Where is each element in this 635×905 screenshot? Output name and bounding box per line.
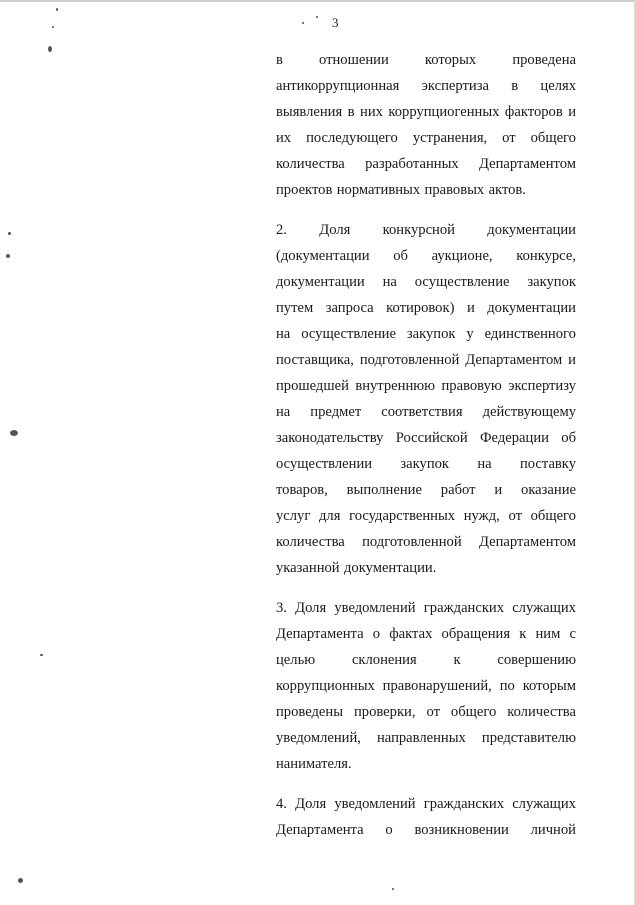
paragraph-gap	[276, 203, 576, 217]
paragraph	[276, 47, 576, 203]
word: экспертизу	[508, 378, 576, 394]
scan-speck	[8, 232, 11, 235]
word: закупок	[527, 274, 576, 290]
word: осуществлении	[276, 456, 373, 472]
word: Департаментом	[479, 156, 576, 172]
scan-speck	[392, 888, 394, 890]
scan-speck	[316, 16, 318, 18]
word: Департамента	[276, 822, 364, 838]
document-body	[276, 47, 576, 843]
text-line	[276, 125, 576, 151]
word: служащих	[512, 796, 576, 812]
word: по	[499, 678, 515, 694]
page-top-edge	[0, 0, 635, 2]
text-line	[276, 477, 576, 503]
word: и	[494, 482, 503, 498]
word: документации	[487, 300, 576, 316]
word: которых	[424, 52, 477, 68]
word: законодательству	[276, 430, 384, 446]
word: выполнение	[346, 482, 422, 498]
paragraph	[276, 791, 576, 843]
word: правовую	[441, 378, 502, 394]
word: услуг	[276, 508, 311, 524]
word: правовых	[424, 182, 485, 198]
scan-speck	[302, 22, 304, 24]
word: правонарушений,	[382, 678, 492, 694]
text-line	[276, 621, 576, 647]
text-line	[276, 347, 576, 373]
text-line	[276, 151, 576, 177]
word: коррупционных	[276, 678, 375, 694]
word: на	[382, 274, 397, 290]
word: проектов	[276, 182, 333, 198]
text-line	[276, 399, 576, 425]
word: от	[426, 704, 440, 720]
word: фактах	[389, 626, 433, 642]
word: и	[568, 104, 576, 120]
text-line	[276, 269, 576, 295]
scan-speck	[52, 26, 54, 28]
word: от	[508, 508, 522, 524]
word: разработанных	[365, 156, 459, 172]
word: об	[561, 430, 576, 446]
word: с	[569, 626, 576, 642]
word: проверки,	[353, 704, 416, 720]
word: уведомлений,	[276, 730, 361, 746]
word: Российской	[395, 430, 468, 446]
word: предмет	[310, 404, 362, 420]
paragraph-gap	[276, 777, 576, 791]
word: нанимателя.	[276, 756, 352, 772]
word: конкурсе,	[516, 248, 576, 264]
word: подготовленной	[362, 534, 462, 550]
text-line	[276, 425, 576, 451]
text-line	[276, 791, 576, 817]
text-line	[276, 699, 576, 725]
word: них	[360, 104, 383, 120]
word: об	[393, 248, 408, 264]
text-line	[276, 47, 576, 73]
text-line	[276, 529, 576, 555]
text-line	[276, 73, 576, 99]
word: факторов	[504, 104, 563, 120]
word: и	[568, 352, 576, 368]
word: Доля	[295, 600, 327, 616]
word: на	[477, 456, 492, 472]
word: проведена	[512, 52, 576, 68]
word: проведены	[276, 704, 344, 720]
word: целях	[540, 78, 576, 94]
text-line	[276, 817, 576, 843]
text-line	[276, 451, 576, 477]
word: количества	[507, 704, 576, 720]
word: Доля	[295, 796, 327, 812]
text-line	[276, 555, 576, 581]
word: документации	[487, 222, 576, 238]
word: подготовленной	[359, 352, 460, 368]
scan-speck	[18, 878, 23, 883]
word: запроса	[325, 300, 374, 316]
word: от	[502, 130, 516, 146]
word: единственного	[484, 326, 576, 342]
page-number: 3	[332, 15, 339, 30]
word: личной	[530, 822, 576, 838]
scan-speck	[40, 654, 43, 656]
word: на	[276, 404, 291, 420]
word: уведомлений	[334, 796, 416, 812]
word: конкурсной	[382, 222, 455, 238]
word: отношении	[319, 52, 389, 68]
word: представителю	[481, 730, 576, 746]
word: внутреннюю	[355, 378, 436, 394]
text-line	[276, 595, 576, 621]
scan-speck	[56, 8, 58, 11]
word: Департаментом	[479, 534, 576, 550]
text-line	[276, 321, 576, 347]
word: совершению	[497, 652, 576, 668]
word: поставщика,	[276, 352, 354, 368]
word: обращения	[441, 626, 511, 642]
word: экспертиза	[421, 78, 489, 94]
word: склонения	[351, 652, 417, 668]
word: возникновении	[414, 822, 509, 838]
paragraph	[276, 217, 576, 581]
word: 2.	[276, 222, 287, 238]
word: о	[372, 626, 381, 642]
text-line	[276, 503, 576, 529]
word: количества	[276, 534, 345, 550]
word: товаров,	[276, 482, 328, 498]
word: коррупциогенных	[388, 104, 500, 120]
word: ним	[535, 626, 561, 642]
paragraph-gap	[276, 581, 576, 595]
text-line	[276, 177, 576, 203]
word: к	[453, 652, 461, 668]
word: на	[276, 326, 291, 342]
word: Федерации	[480, 430, 549, 446]
word: их	[276, 130, 292, 146]
word: количества	[276, 156, 345, 172]
word: действующему	[482, 404, 576, 420]
word: аукционе,	[431, 248, 493, 264]
word: в	[347, 104, 355, 120]
word: Департаментом	[465, 352, 563, 368]
word: общего	[530, 508, 576, 524]
word: целью	[276, 652, 316, 668]
word: 3.	[276, 600, 287, 616]
word: прошедшей	[276, 378, 349, 394]
word: в	[276, 52, 283, 68]
word: и	[466, 300, 475, 316]
word: путем	[276, 300, 314, 316]
word: о	[385, 822, 393, 838]
word: служащих	[512, 600, 576, 616]
text-line	[276, 373, 576, 399]
text-line	[276, 751, 576, 777]
word: соответствия	[381, 404, 463, 420]
word: актов.	[488, 182, 526, 198]
word: к	[519, 626, 527, 642]
scan-speck	[10, 430, 18, 436]
word: государственных	[349, 508, 456, 524]
word: в	[511, 78, 519, 94]
word: уведомлений	[334, 600, 416, 616]
word: документации.	[344, 560, 437, 576]
word: устранения,	[412, 130, 488, 146]
word: выявления	[276, 104, 343, 120]
text-line	[276, 725, 576, 751]
word: нормативных	[336, 182, 421, 198]
paragraph	[276, 595, 576, 777]
word: котировок)	[386, 300, 455, 316]
text-line	[276, 673, 576, 699]
word: 4.	[276, 796, 287, 812]
word: поставку	[519, 456, 576, 472]
word: гражданских	[423, 600, 505, 616]
word: общего	[450, 704, 497, 720]
word: которым	[522, 678, 576, 694]
word: осуществление	[301, 326, 396, 342]
text-line	[276, 243, 576, 269]
word: документации	[276, 274, 365, 290]
word: Департамента	[276, 626, 364, 642]
word: антикоррупционная	[276, 78, 400, 94]
word: закупок	[406, 326, 456, 342]
word: нужд,	[463, 508, 500, 524]
word: общего	[530, 130, 576, 146]
text-line	[276, 647, 576, 673]
text-line	[276, 217, 576, 243]
word: у	[466, 326, 474, 342]
word: работ	[440, 482, 476, 498]
scan-speck	[48, 46, 52, 52]
word: для	[319, 508, 341, 524]
text-line	[276, 295, 576, 321]
word: оказание	[521, 482, 576, 498]
scan-speck	[6, 254, 10, 258]
word: последующего	[306, 130, 398, 146]
word: указанной	[276, 560, 340, 576]
word: (документации	[276, 248, 370, 264]
word: направленных	[376, 730, 466, 746]
word: закупок	[400, 456, 450, 472]
word: Доля	[319, 222, 351, 238]
word: гражданских	[423, 796, 505, 812]
word: осуществление	[414, 274, 510, 290]
text-line	[276, 99, 576, 125]
